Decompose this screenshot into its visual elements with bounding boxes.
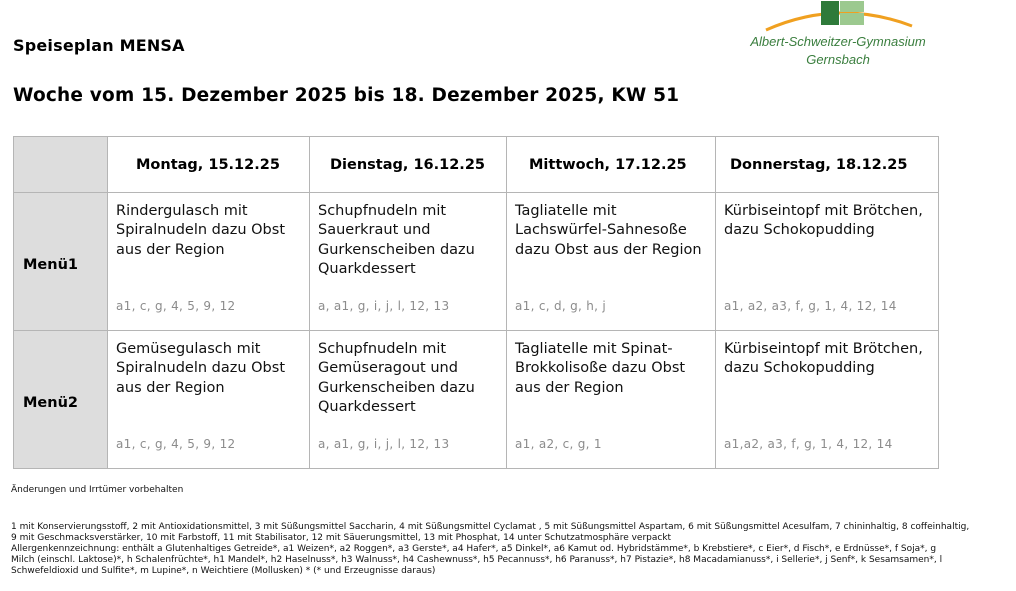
legend-line: Milch (einschl. Laktose)*, h Schalenfrüchte*, h1 Mandel*, h2 Haselnuss*, h3 Walnuss*, h4 Cashewnuss*, h5 Pecannuss*, h6 Paranuss*, h7 Pistazie*, h8 Macadamianuss*, i Sellerie*, j Senf*, k Sesamsamen*, l <box>11 555 943 565</box>
allergen-codes: a1, c, d, g, h, j <box>515 299 607 313</box>
dish-text: Schupfnudeln mit Gemüseragout und Gurkenscheiben dazu Quarkdessert <box>318 341 475 415</box>
day-header-wednesday: Mittwoch, 17.12.25 <box>507 137 716 193</box>
logo-school-name: Albert-Schweitzer-Gymnasium <box>750 34 926 49</box>
allergen-codes: a1, a2, a3, f, g, 1, 4, 12, 14 <box>724 299 897 313</box>
menu-cell <box>507 331 716 469</box>
legend-line: 1 mit Konservierungsstoff, 2 mit Antioxidationsmittel, 3 mit Süßungsmittel Saccharin, 4 mit Süßungsmittel Cyclamat , 5 mit Süßungsmittel Aspartam, 6 mit Süßungsmittel Acesulfam, 7 chininhaltig, 8 coffeinhaltig, <box>11 522 970 532</box>
legend-line: Allergenkennzeichnung: enthält a Glutenhaltiges Getreide*, a1 Weizen*, a2 Roggen*, a3 Gerste*, a4 Hafer*, a5 Dinkel*, a6 Kamut od. Hybridstämme*, b Krebstiere*, c Eier*, d Fisch*, e Erdnüsse*, f Soja*, g <box>11 544 937 554</box>
dish-text: Kürbiseintopf mit Brötchen, dazu Schokopudding <box>724 341 923 377</box>
menu-cell <box>310 193 507 331</box>
allergen-codes: a1, c, g, 4, 5, 9, 12 <box>116 437 236 451</box>
day-header-row <box>14 137 939 193</box>
allergen-codes: a1, a2, c, g, 1 <box>515 437 602 451</box>
day-header-tuesday: Dienstag, 16.12.25 <box>310 137 507 193</box>
menu-row-2 <box>14 331 939 469</box>
school-logo <box>738 0 938 72</box>
disclaimer-note: Änderungen und Irrtümer vorbehalten <box>11 485 184 495</box>
dish-text: Tagliatelle mit Lachswürfel-Sahnesoße dazu Obst aus der Region <box>515 203 702 258</box>
additives-allergen-legend <box>11 522 1014 577</box>
dish-text: Schupfnudeln mit Sauerkraut und Gurkenscheiben dazu Quarkdessert <box>318 203 475 277</box>
menu-cell <box>108 331 310 469</box>
legend-line: Schwefeldioxid und Sulfite*, m Lupine*, n Weichtiere (Mollusken) * (* und Erzeugnisse daraus) <box>11 566 436 576</box>
menu-cell <box>108 193 310 331</box>
menu-cell <box>716 331 939 469</box>
allergen-codes: a1,a2, a3, f, g, 1, 4, 12, 14 <box>724 437 893 451</box>
allergen-codes: a1, c, g, 4, 5, 9, 12 <box>116 299 236 313</box>
day-header-thursday: Donnerstag, 18.12.25 <box>716 137 939 193</box>
menu-cell <box>716 193 939 331</box>
allergen-codes: a, a1, g, i, j, l, 12, 13 <box>318 437 450 451</box>
allergen-codes: a, a1, g, i, j, l, 12, 13 <box>318 299 450 313</box>
legend-line: 9 mit Geschmacksverstärker, 10 mit Farbstoff, 11 mit Stabilisator, 12 mit Säuerungsmittel, 13 mit Phosphat, 14 unter Schutzatmosphäre verpackt <box>11 533 672 543</box>
menu-label: Menü2 <box>14 331 108 469</box>
day-header-monday: Montag, 15.12.25 <box>108 137 310 193</box>
logo-town: Gernsbach <box>806 52 870 67</box>
dish-text: Kürbiseintopf mit Brötchen, dazu Schokopudding <box>724 203 923 239</box>
corner-cell <box>14 137 108 193</box>
menu-row-1 <box>14 193 939 331</box>
menu-cell <box>310 331 507 469</box>
week-heading: Woche vom 15. Dezember 2025 bis 18. Dezember 2025, KW 51 <box>13 85 680 106</box>
dish-text: Rindergulasch mit Spiralnudeln dazu Obst aus der Region <box>116 203 286 258</box>
page-title: Speiseplan MENSA <box>13 36 185 55</box>
menu-cell <box>507 193 716 331</box>
menu-table <box>13 136 939 469</box>
dish-text: Tagliatelle mit Spinat-Brokkolisoße dazu Obst aus der Region <box>515 341 686 396</box>
menu-label: Menü1 <box>14 193 108 331</box>
dish-text: Gemüsegulasch mit Spiralnudeln dazu Obst aus der Region <box>116 341 286 396</box>
